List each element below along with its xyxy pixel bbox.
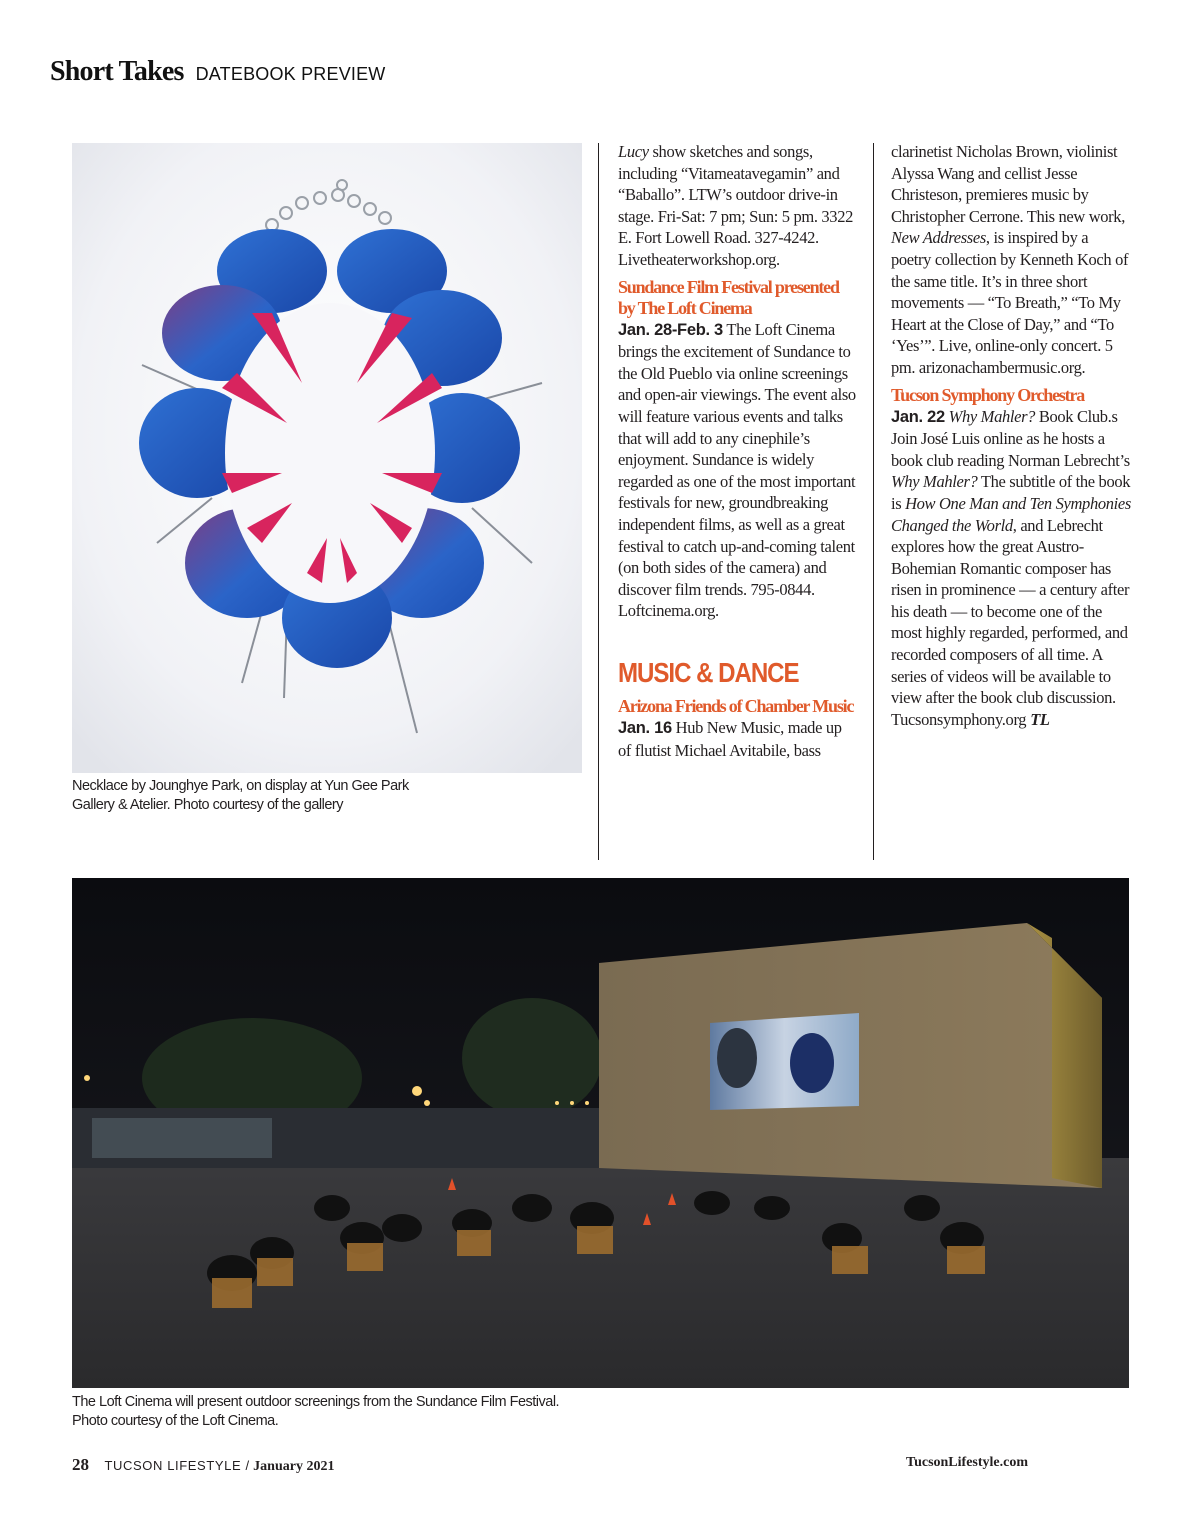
tso-text-1: Book Club.s Join José Luis online as he hosts a book club reading Norman Lebrecht’s bbox=[891, 406, 1130, 470]
tso-text-3: , and Lebrecht explores how the great Austro-Bohemian Romantic composer has risen in prominence — a century after his death — to become one of the most highly regarded, performed, and recorded composers of all time. A series of videos will be available to view after the book club discussion. Tucsonsymphony.org bbox=[891, 515, 1130, 729]
cinema-photo bbox=[72, 878, 1129, 1388]
page-header bbox=[50, 56, 386, 96]
necklace-caption bbox=[72, 777, 512, 815]
necklace-photo bbox=[72, 143, 582, 773]
ltw-paragraph bbox=[618, 141, 858, 271]
afcm-cont-text-1: clarinetist Nicholas Brown, violinist Alyssa Wang and cellist Jesse Christeson, premieres music by Christopher Cerrone. This new work, bbox=[891, 142, 1125, 226]
music-dance-heading: MUSIC & DANCE bbox=[618, 656, 799, 688]
article-column-2 bbox=[891, 141, 1131, 730]
column-rule bbox=[598, 143, 599, 860]
page-number: 28 bbox=[72, 1455, 89, 1474]
cinema-caption-line1: The Loft Cinema will present outdoor screenings from the Sundance Film Festival. bbox=[72, 1394, 560, 1410]
sundance-date: Jan. 28-Feb. 3 bbox=[618, 320, 723, 339]
magazine-name: TUCSON LIFESTYLE / bbox=[104, 1458, 250, 1473]
page-footer bbox=[72, 1455, 334, 1475]
sundance-text: The Loft Cinema brings the excitement of Sundance to the Old Pueblo via online screenings and open-air viewings. The event also will feature various events and talks that will add to any cinephile’s enjoyment. Sundance is widely regarded as one of the most important festivals for new, groundbreaking independent films, as well as a great festival to catch up-and-coming talent (on both sides of the camera) and discover film trends. 795-0844. Loftcinema.org. bbox=[618, 319, 856, 621]
sundance-paragraph bbox=[618, 319, 858, 622]
afcm-cont-text-2: , is inspired by a poetry collection by Kenneth Koch of the same title. It’s in three short movements — “To Breath,” “To My Heart at the Close of Day,” and “To ‘Yes’”. Live, online-only concert. 5 pm. arizonachambermusic.org. bbox=[891, 228, 1129, 377]
cinema-caption-line2: Photo courtesy of the Loft Cinema. bbox=[72, 1413, 279, 1429]
tso-heading: Tucson Symphony Orchestra bbox=[891, 384, 1085, 405]
afcm-work-title: New Addresses bbox=[891, 228, 986, 248]
tso-event-title: Why Mahler? bbox=[948, 406, 1036, 426]
sundance-heading: Sundance Film Festival presented by The Loft Cinema bbox=[618, 276, 839, 318]
afcm-continued bbox=[891, 141, 1131, 379]
tso-paragraph bbox=[891, 406, 1131, 731]
afcm-paragraph bbox=[618, 696, 858, 762]
website-link[interactable]: TucsonLifestyle.com bbox=[906, 1455, 1028, 1470]
afcm-text: Hub New Music, made up of flutist Michael Avitabile, bass bbox=[618, 718, 842, 761]
section-subtitle: DATEBOOK PREVIEW bbox=[195, 64, 386, 84]
cinema-caption bbox=[72, 1393, 772, 1431]
column-rule bbox=[873, 143, 874, 860]
end-mark: TL bbox=[1030, 709, 1050, 729]
necklace-caption-line2: Gallery & Atelier. Photo courtesy of the gallery bbox=[72, 797, 343, 813]
ltw-title: Lucy bbox=[618, 142, 649, 161]
tso-text-2: The subtitle of the book is bbox=[891, 472, 1131, 513]
tso-book-title: Why Mahler? bbox=[891, 472, 978, 492]
section-title: Short Takes bbox=[50, 56, 184, 87]
afcm-date: Jan. 16 bbox=[618, 719, 672, 738]
afcm-heading: Arizona Friends of Chamber Music bbox=[618, 695, 854, 716]
tso-book-subtitle: How One Man and Ten Symphonies Changed the World bbox=[891, 493, 1131, 535]
issue-date: January 2021 bbox=[253, 1459, 335, 1474]
article-column-1 bbox=[618, 141, 858, 762]
ltw-text: show sketches and songs, including “Vitameatavegamin” and “Baballo”. LTW’s outdoor drive-in stage. Fri-Sat: 7 pm; Sun: 5 pm. 3322 E. Fort Lowell Road. 327-4242. Livetheaterworkshop.org. bbox=[618, 142, 854, 269]
tso-date: Jan. 22 bbox=[891, 407, 945, 426]
necklace-caption-line1: Necklace by Jounghye Park, on display at Yun Gee Park bbox=[72, 778, 409, 794]
